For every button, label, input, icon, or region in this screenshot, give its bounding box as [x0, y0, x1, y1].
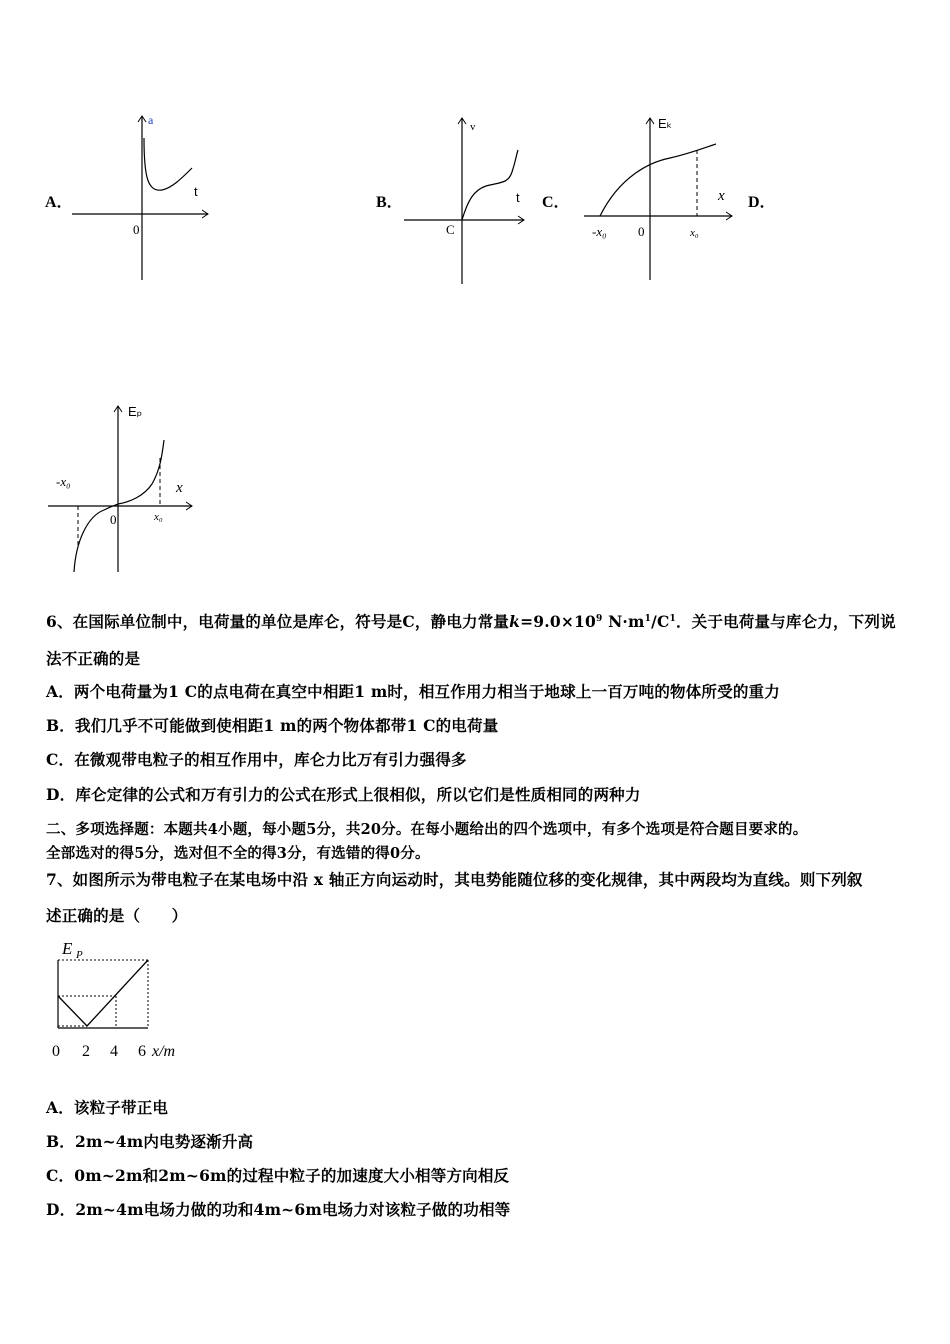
q7-option-b: B．2m~4m内电势逐渐升高: [46, 1132, 254, 1151]
q7-option-a: A．该粒子带正电: [46, 1098, 169, 1117]
q7-stem-line2: 述正确的是（ ）: [46, 906, 188, 925]
q6-stem-line1: 6、在国际单位制中，电荷量的单位是库仑，符号是C，静电力常量$k=9.0\times 10^9$ $N\cdot m^1/C^1$．关于电荷量与库仑力，下列说: [46, 612, 896, 631]
q7-graph-line: [58, 960, 148, 1026]
section2-line2: 全部选对的得5分，选对但不全的得3分，有选错的得0分。: [46, 845, 430, 862]
graph-b-x-label: t: [516, 190, 520, 205]
graph-a-x-label: t: [194, 184, 198, 199]
graph-a: [70, 108, 220, 288]
q7-graph-tick-0: 0: [52, 1043, 60, 1060]
option-a-label: A．: [45, 194, 73, 211]
option-b-label: B．: [376, 194, 403, 211]
graph-a-y-label: a: [148, 113, 154, 127]
q6-option-b: B．我们几乎不可能做到使相距1 m的两个物体都带1 C的电荷量: [46, 716, 499, 735]
graph-c-x-label: x: [718, 188, 725, 204]
graph-a-origin: 0: [133, 222, 140, 237]
q6-stem-line2: 法不正确的是: [46, 649, 141, 668]
graph-d-neg-tick: -x₀: [56, 474, 71, 489]
q7-stem-line1: 7、如图所示为带电粒子在某电场中沿 x 轴正方向运动时，其电势能随位移的变化规律，其中两段均为直线。则下列叙: [46, 870, 863, 889]
graph-d-origin: 0: [110, 512, 117, 527]
graph-d-pos-tick: x₀: [154, 511, 163, 523]
q7-graph-tick-2: 2: [82, 1043, 90, 1060]
graph-c-origin: 0: [638, 224, 645, 239]
q7-graph-tick-4: 4: [110, 1043, 118, 1060]
q7-graph-tick-6: 6: [138, 1043, 146, 1060]
q7-graph-y-sub: P: [76, 949, 83, 961]
q7-graph-y-label: E: [62, 939, 73, 958]
option-d-label: D．: [748, 194, 776, 211]
graph-d-y-label: Eₚ: [128, 404, 143, 419]
graph-b: [400, 112, 530, 290]
graph-c-curve: [600, 144, 716, 216]
q6-option-d: D．库仑定律的公式和万有引力的公式在形式上很相似，所以它们是性质相同的两种力: [46, 785, 641, 804]
q7-graph-x-label: x/m: [152, 1043, 176, 1060]
section2-line1: 二、多项选择题：本题共4小题，每小题5分，共20分。在每小题给出的四个选项中，有多个选项是符合题目要求的。: [46, 821, 808, 838]
graph-d: [44, 400, 204, 578]
graph-b-curve: [462, 150, 518, 220]
q7-option-d: D．2m~4m电场力做的功和4m~6m电场力对该粒子做的功相等: [46, 1200, 511, 1219]
q7-option-c: C．0m~2m和2m~6m的过程中粒子的加速度大小相等方向相反: [46, 1166, 510, 1185]
graph-d-x-label: x: [176, 480, 183, 496]
q6-option-a: A．两个电荷量为1 C的点电荷在真空中相距1 m时，相互作用力相当于地球上一百万吨的物体所受的重力: [46, 682, 780, 701]
q7-graph: [44, 934, 204, 1072]
graph-c-y-label: Eₖ: [658, 116, 673, 131]
q6-option-c: C．在微观带电粒子的相互作用中，库仑力比万有引力强得多: [46, 750, 467, 769]
graph-c-neg-tick: -x₀: [592, 224, 607, 239]
graph-b-origin: C: [446, 222, 455, 237]
graph-c-pos-tick: x₀: [690, 227, 699, 239]
graph-c: [570, 112, 740, 290]
graph-b-y-label: v: [470, 121, 476, 133]
option-c-label: C．: [542, 194, 570, 211]
graph-a-curve: [144, 138, 192, 190]
